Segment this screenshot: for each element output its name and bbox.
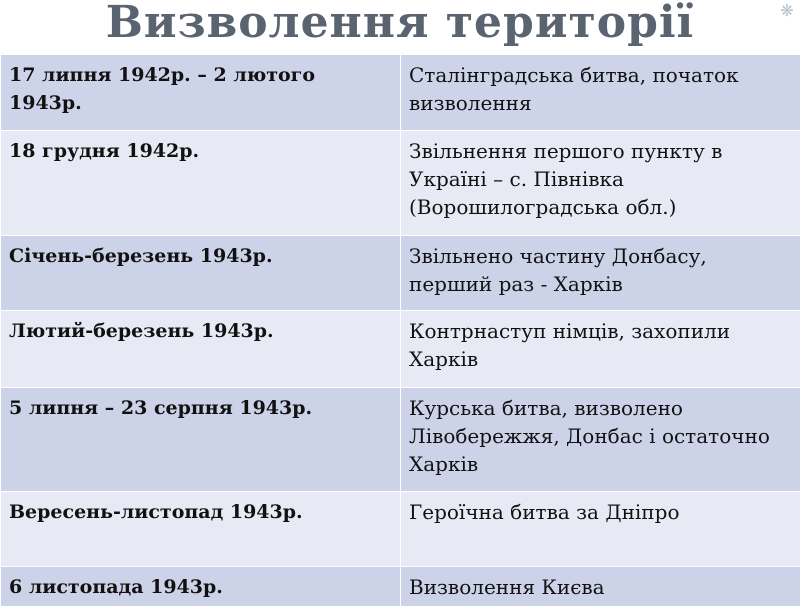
event-cell: Сталінградська битва, початок визволення bbox=[401, 55, 800, 131]
date-cell: Січень-березень 1943р. bbox=[1, 236, 401, 311]
table-row bbox=[1, 55, 800, 131]
date-cell: 17 липня 1942р. – 2 лютого 1943р. bbox=[1, 55, 401, 131]
table-row bbox=[1, 311, 800, 388]
date-cell: Лютий-березень 1943р. bbox=[1, 311, 401, 388]
table-row bbox=[1, 236, 800, 311]
event-cell: Звільнення першого пункту в Україні – с. Півнівка (Ворошилоградська обл.) bbox=[401, 131, 800, 236]
table-row bbox=[1, 388, 800, 492]
event-cell: Героїчна битва за Дніпро bbox=[401, 492, 800, 567]
event-cell: Звільнено частину Донбасу, перший раз - Харків bbox=[401, 236, 800, 311]
date-cell: 18 грудня 1942р. bbox=[1, 131, 401, 236]
event-cell: Визволення Києва bbox=[401, 567, 800, 607]
event-cell: Контрнаступ німців, захопили Харків bbox=[401, 311, 800, 388]
table-row bbox=[1, 567, 800, 607]
slide-logo-icon: ❋ bbox=[778, 2, 796, 20]
date-cell: Вересень-листопад 1943р. bbox=[1, 492, 401, 567]
date-cell: 6 листопада 1943р. bbox=[1, 567, 401, 607]
event-cell: Курська битва, визволено Лівобережжя, Донбас і остаточно Харків bbox=[401, 388, 800, 492]
table-row bbox=[1, 131, 800, 236]
liberation-table bbox=[0, 54, 800, 607]
slide-title: Визволення території bbox=[0, 0, 800, 50]
date-cell: 5 липня – 23 серпня 1943р. bbox=[1, 388, 401, 492]
table-row bbox=[1, 492, 800, 567]
